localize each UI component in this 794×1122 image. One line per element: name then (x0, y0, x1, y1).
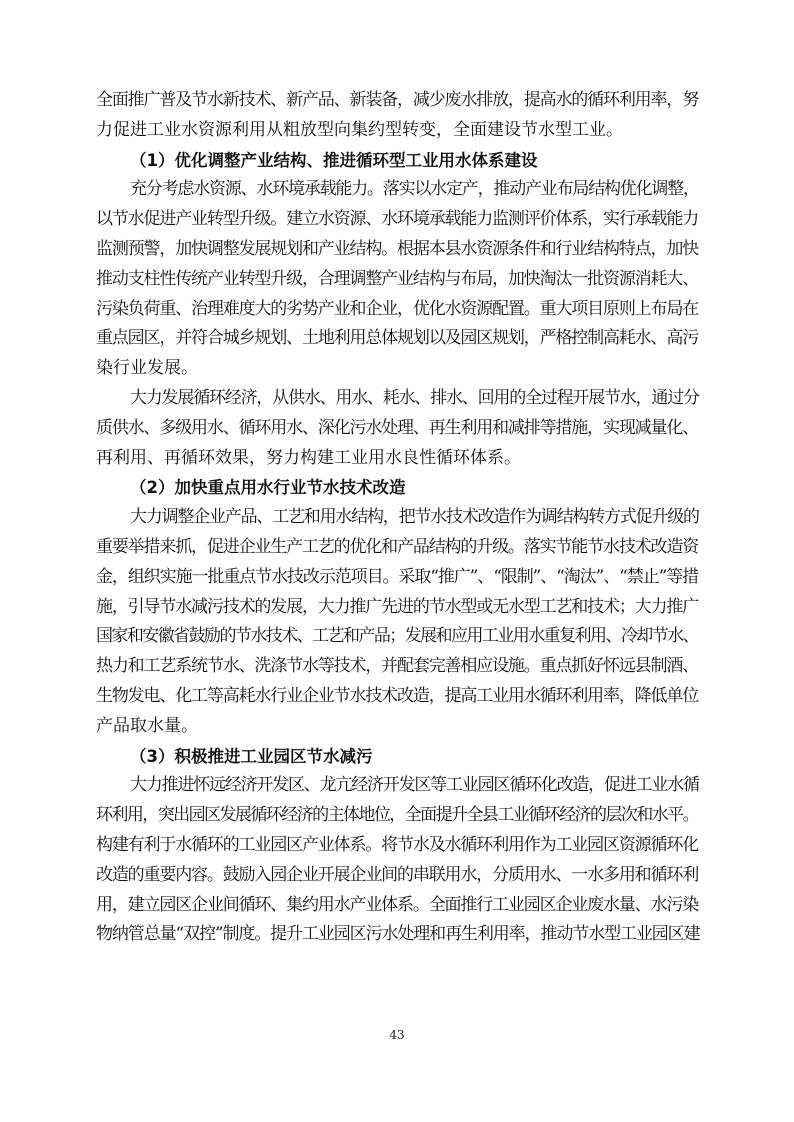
section-heading: （3）积极推进工业园区节水减污 (130, 746, 373, 766)
paragraph-line: 施，引导节水减污技术的发展，大力推广先进的节水型或无水型工艺和技术；大力推广 (96, 596, 698, 617)
paragraph-line: 以节水促进产业转型升级。建立水资源、水环境承载能力监测评价体系，实行承载能力 (96, 209, 698, 230)
paragraph-line: 推动支柱性传统产业转型升级，合理调整产业结构与布局，加快淘汰一批资源消耗大、 (96, 268, 698, 289)
paragraph-line: 金，组织实施一批重点节水技改示范项目。采取“推广”、“限制”、“淘汰”、“禁止”等措 (96, 566, 698, 587)
paragraph-line: 再利用、再循环效果，努力构建工业用水良性循环体系。 (96, 447, 521, 468)
paragraph-line: 力促进工业水资源利用从粗放型向集约型转变，全面建设节水型工业。 (96, 119, 623, 140)
paragraph-line: 质供水、多级用水、循环用水、深化污水处理、再生利用和减排等措施，实现减量化、 (96, 417, 698, 438)
page-number: 43 (389, 1028, 405, 1042)
paragraph-line: 环利用，突出园区发展循环经济的主体地位，全面提升全县工业循环经济的层次和水平。 (96, 805, 698, 826)
paragraph-line: 全面推广普及节水新技术、新产品、新装备，减少废水排放，提高水的循环利用率，努 (96, 90, 698, 110)
paragraph-line: 国家和安徽省鼓励的节水技术、工艺和产品；发展和应用工业用水重复利用、冷却节水、 (96, 626, 698, 647)
document-body (96, 86, 698, 950)
paragraph-line: 大力调整企业产品、工艺和用水结构，把节水技术改造作为调结构转方式促升级的 (130, 507, 699, 528)
paragraph-line: 充分考虑水资源、水环境承载能力。落实以水定产，推动产业布局结构优化调整， (130, 179, 699, 200)
paragraph-line: 大力推进怀远经济开发区、龙亢经济开发区等工业园区循环化改造，促进工业水循 (130, 775, 699, 796)
paragraph-line: 染行业发展。 (96, 358, 198, 379)
paragraph-line: 构建有利于水循环的工业园区产业体系。将节水及水循环利用作为工业园区资源循环化 (96, 834, 698, 855)
section-heading: （2）加快重点用水行业节水技术改造 (130, 478, 406, 498)
paragraph-line: 重要举措来抓，促进企业生产工艺的优化和产品结构的升级。落实节能节水技术改造资 (96, 536, 698, 557)
paragraph-line: 改造的重要内容。鼓励入园企业开展企业间的串联用水，分质用水、一水多用和循环利 (96, 864, 698, 885)
paragraph-line: 用，建立园区企业间循环、集约用水产业体系。全面推行工业园区企业废水量、水污染 (96, 894, 698, 915)
paragraph-line: 重点园区，并符合城乡规划、土地利用总体规划以及园区规划，严格控制高耗水、高污 (96, 328, 698, 349)
document-page (96, 86, 698, 950)
paragraph-line: 产品取水量。 (96, 715, 198, 736)
paragraph-line: 大力发展循环经济，从供水、用水、耗水、排水、回用的全过程开展节水，通过分 (130, 387, 699, 408)
section-heading: （1）优化调整产业结构、推进循环型工业用水体系建设 (130, 150, 538, 170)
paragraph-line: 监测预警，加快调整发展规划和产业结构。根据本县水资源条件和行业结构特点，加快 (96, 238, 698, 259)
paragraph-line: 污染负荷重、治理难度大的劣势产业和企业，优化水资源配置。重大项目原则上布局在 (96, 298, 698, 319)
paragraph-line: 生物发电、化工等高耗水行业企业节水技术改造，提高工业用水循环利用率，降低单位 (96, 685, 698, 706)
paragraph-line: 物纳管总量“双控”制度。提升工业园区污水处理和再生利用率，推动节水型工业园区建 (96, 924, 700, 945)
paragraph-line: 热力和工艺系统节水、洗涤节水等技术，并配套完善相应设施。重点抓好怀远县制酒、 (96, 656, 698, 677)
